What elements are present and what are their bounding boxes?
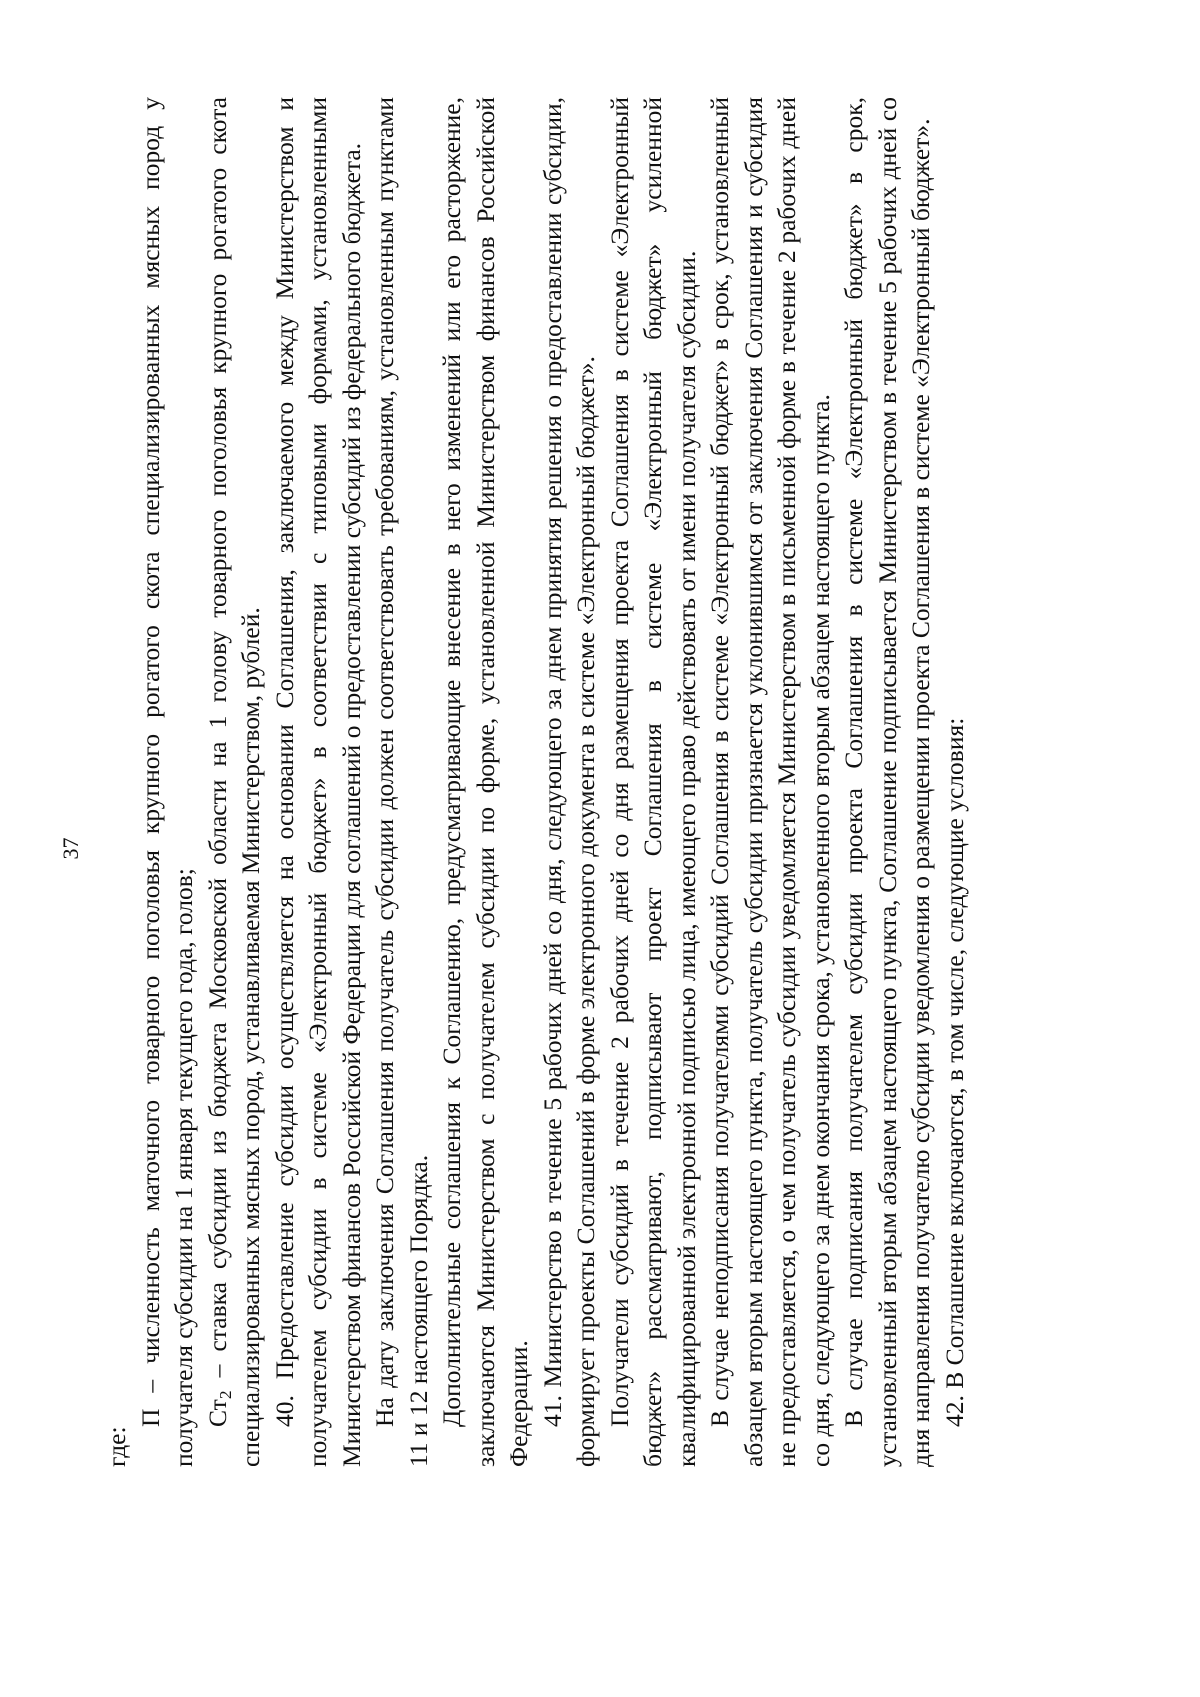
paragraph-41-signing: Получатели субсидий в течение 2 рабочих дней со дня размещения проекта Соглашения в системе «Электронный бюджет» рассматривают, подписывают проект Соглашения в системе «Электронный бюджет» усиленной квалифицированной электронной подписью лица, имеющего право действовать от имени получателя субсидии. xyxy=(604,97,701,1467)
definition-p: П – численность маточного товарного поголовья крупного рогатого скота специализированных мясных пород у получателя субсидии на 1 января текущего года, голов; xyxy=(135,97,198,1467)
paragraph-42: 42. В Соглашение включаются, в том числе, следующие условия: xyxy=(939,717,969,1427)
st2-definition: – ставка субсидии из бюджета Московской области на 1 голову товарного поголовья крупного рогатого скота специализированных мясных пород, устанавливаемая Министерством, рублей. xyxy=(202,97,265,1467)
st2-subscript: 2 xyxy=(215,1390,235,1400)
page-number: 37 xyxy=(58,837,83,860)
st2-symbol: Ст xyxy=(202,1399,232,1427)
paragraph-41-non-signing: В случае неподписания получателями субсидий Соглашения в системе «Электронный бюджет» в срок, установленный абзацем вторым настоящего пункта, получатель субсидии признается уклонившимся от заключения Соглашения и субсидия не предоставляется, о чем получатель субсидии уведомляется Министерством в письменной форме в течение 2 рабочих дней со дня, следующего за днем окончания срока, установленного вторым абзацем настоящего пункта. xyxy=(705,97,835,1467)
paragraph-41: 41. Министерство в течение 5 рабочих дней со дня, следующего за днем принятия решения о предоставлении субсидии, формирует проекты Соглашений в форме электронного документа в системе «Электронный бюджет». xyxy=(537,97,600,1467)
where-label: где: xyxy=(102,1426,131,1467)
definition-st2 xyxy=(201,97,268,1467)
paragraph-40-requirements: На дату заключения Соглашения получатель субсидии должен соответствовать требованиям, установленным пунктами 11 и 12 настоящего Порядка. xyxy=(370,97,433,1467)
document-body xyxy=(100,97,971,1467)
paragraph-40: 40. Предоставление субсидии осуществляется на основании Соглашения, заключаемого между Министерством и получателем субсидии в системе «Электронный бюджет» в соответствии с типовыми формами, установленными Министерством финансов Российской Федерации для соглашений о предоставлении субсидий из федерального бюджета. xyxy=(269,97,366,1467)
paragraph-40-additional-agreements: Дополнительные соглашения к Соглашению, предусматривающие внесение в него изменений или его расторжение, заключаются Министерством с получателем субсидии по форме, установленной Министерством финансов Российской Федерации. xyxy=(437,97,533,1467)
paragraph-41-signed: В случае подписания получателем субсидии проекта Соглашения в системе «Электронный бюджет» в срок, установленный вторым абзацем настоящего пункта, Соглашение подписывается Министерством в течение 5 рабочих дней со дня направления получателю субсидии уведомления о размещении проекта Соглашения в системе «Электронный бюджет». xyxy=(839,97,935,1467)
